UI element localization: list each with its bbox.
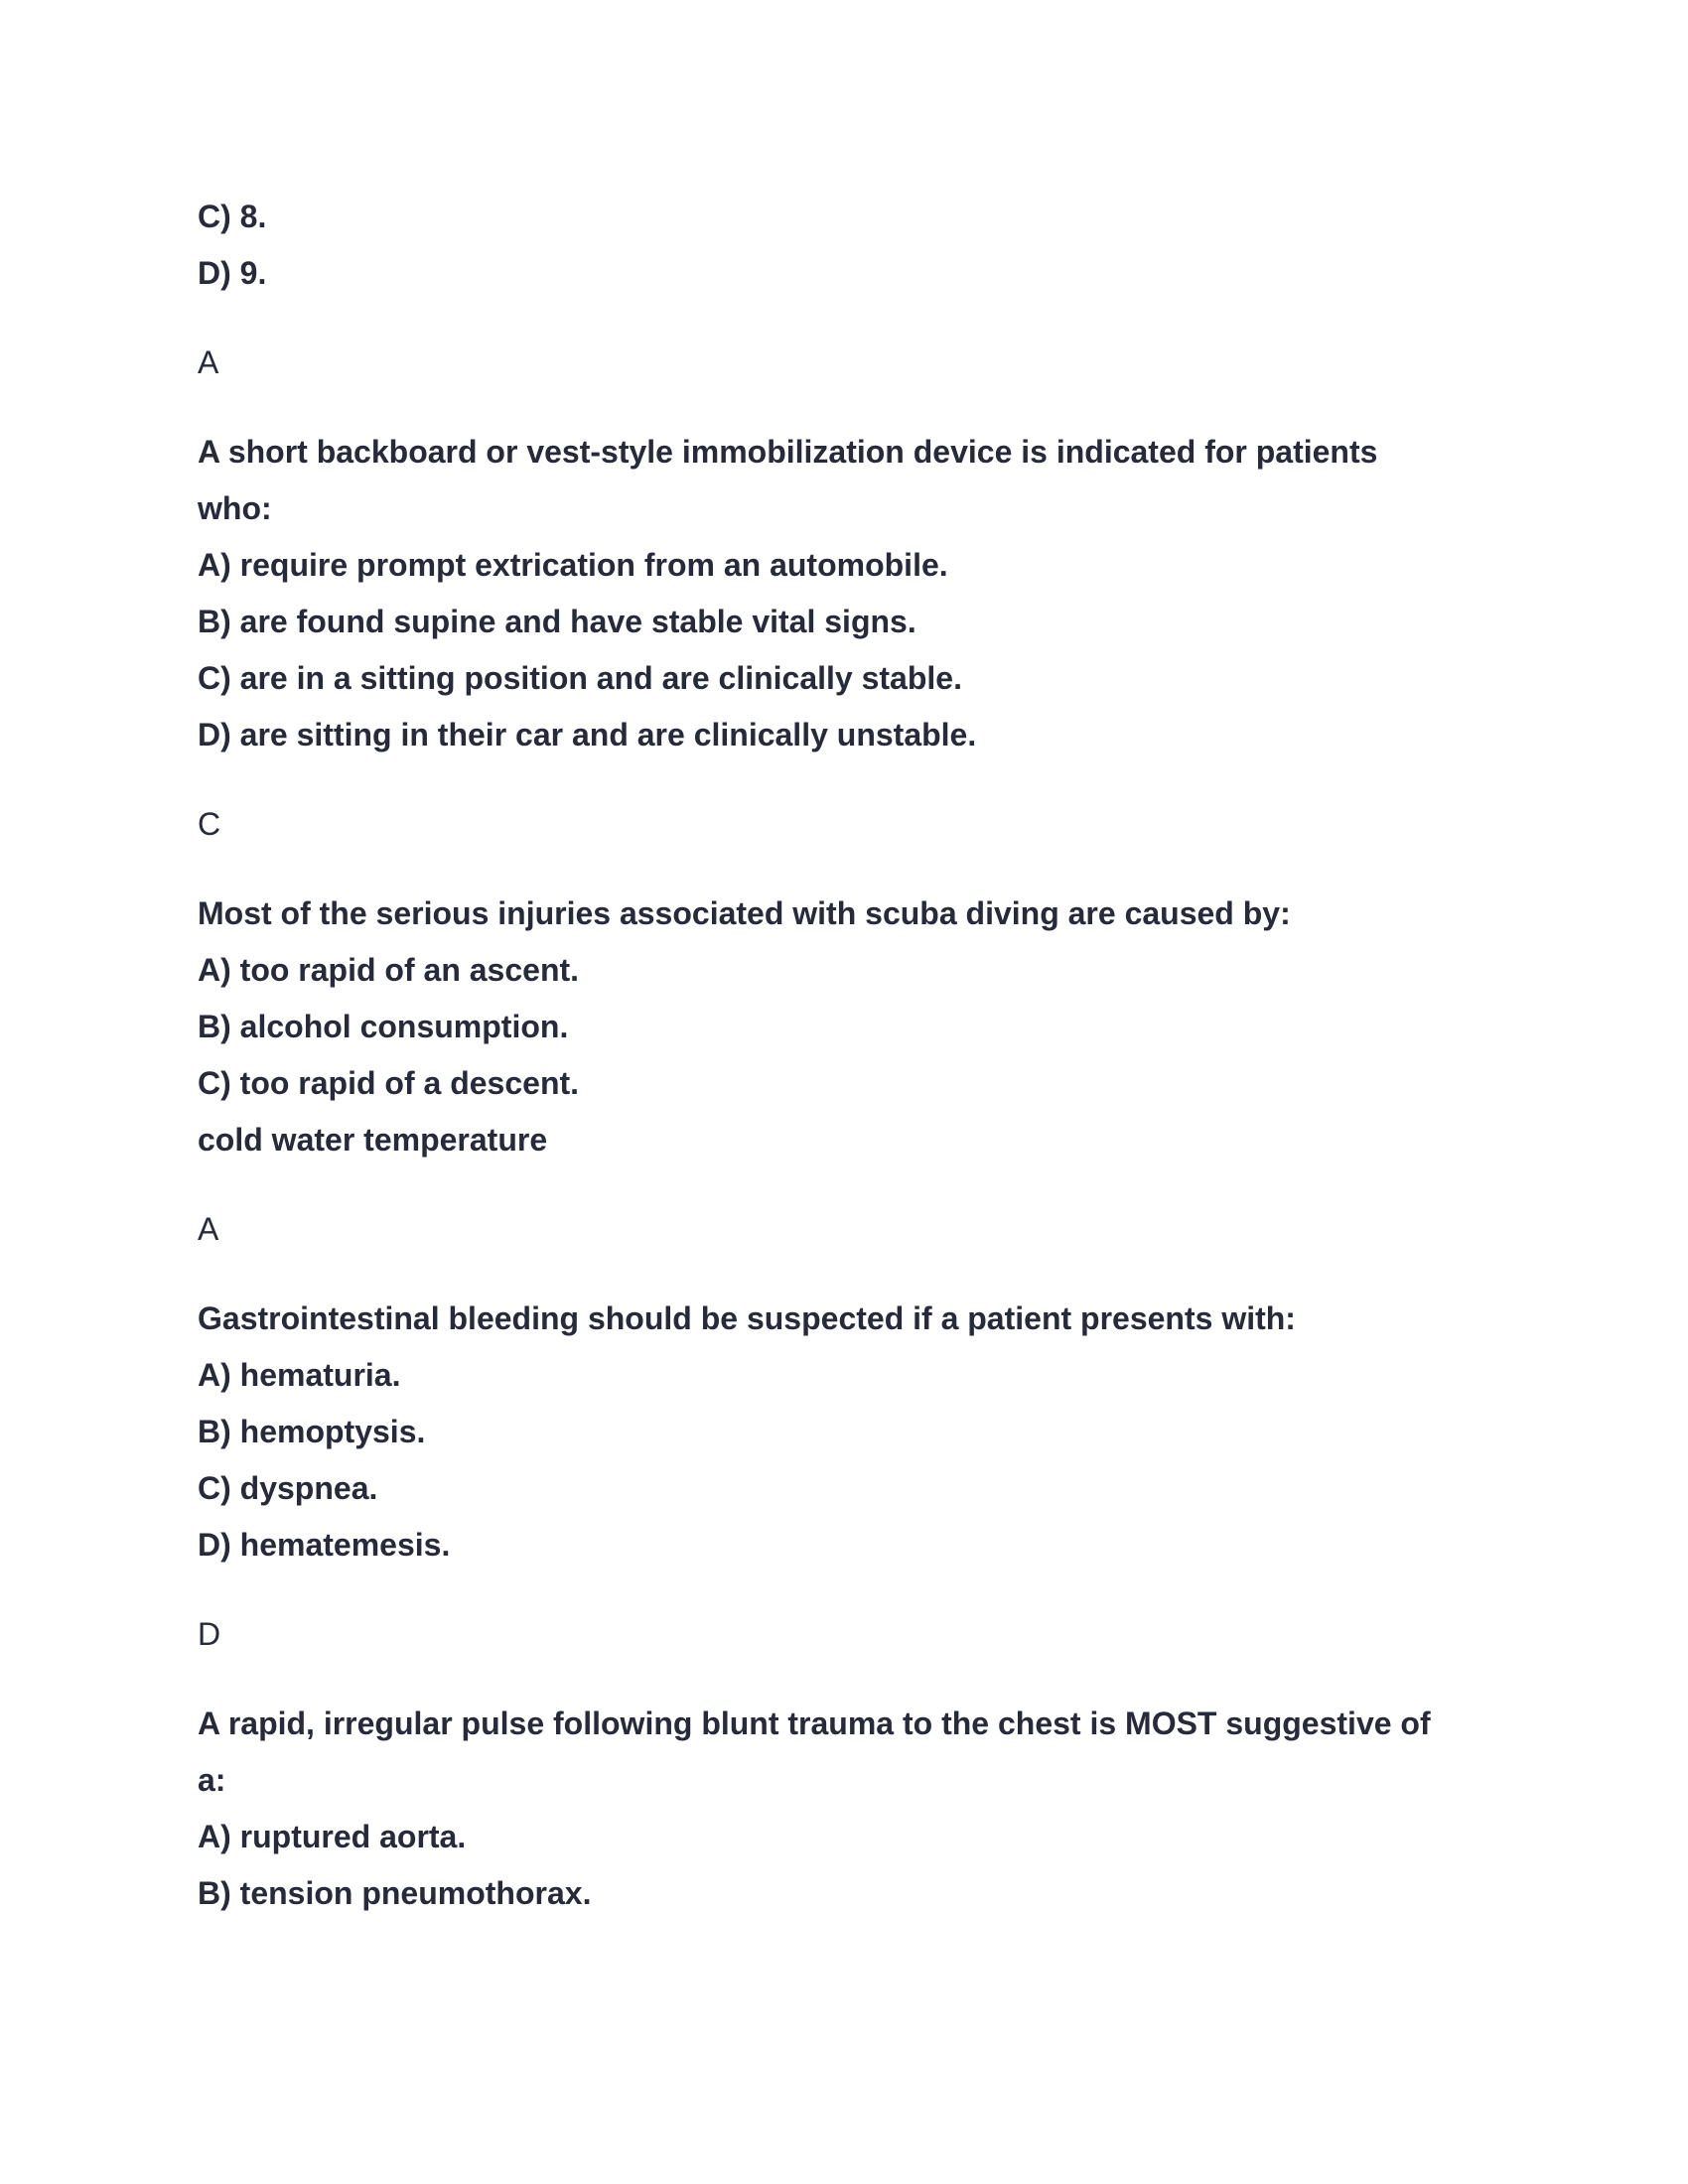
option-d: D) hematemesis. [198, 1527, 451, 1563]
answer-key: A [198, 344, 219, 380]
option-c: C) dyspnea. [198, 1470, 378, 1506]
question-4 [198, 1696, 1508, 1922]
option-a: A) too rapid of an ascent. [198, 952, 580, 988]
option-a: A) ruptured aorta. [198, 1819, 467, 1854]
question-text: A short backboard or vest-style immobilization device is indicated for patients [198, 434, 1378, 470]
option-d: D) 9. [198, 255, 267, 291]
option-a: A) hematuria. [198, 1357, 401, 1393]
question-2 [198, 886, 1508, 1258]
question-text: Gastrointestinal bleeding should be suspected if a patient presents with: [198, 1300, 1296, 1336]
option-b: B) alcohol consumption. [198, 1009, 569, 1044]
option-c: C) too rapid of a descent. [198, 1065, 580, 1101]
option-b: B) are found supine and have stable vital signs. [198, 604, 916, 639]
option-a: A) require prompt extrication from an automobile. [198, 547, 948, 583]
option-c: C) 8. [198, 199, 267, 234]
option-d: D) are sitting in their car and are clinically unstable. [198, 717, 977, 752]
answer-key: C [198, 806, 221, 842]
question-text: A rapid, irregular pulse following blunt trauma to the chest is MOST suggestive of [198, 1706, 1431, 1741]
question-3 [198, 1291, 1508, 1663]
option-b: B) tension pneumothorax. [198, 1875, 592, 1911]
question-1 [198, 424, 1508, 853]
option-c: C) are in a sitting position and are clinically stable. [198, 660, 962, 696]
answer-key: D [198, 1616, 221, 1652]
question-text-cont: who: [198, 490, 272, 526]
question-text: Most of the serious injuries associated with scuba diving are caused by: [198, 895, 1291, 931]
question-fragment [198, 189, 1508, 391]
answer-key: A [198, 1211, 219, 1247]
question-text-cont: a: [198, 1762, 226, 1798]
option-b: B) hemoptysis. [198, 1414, 426, 1449]
document-page [198, 189, 1508, 1922]
option-d: cold water temperature [198, 1122, 548, 1158]
